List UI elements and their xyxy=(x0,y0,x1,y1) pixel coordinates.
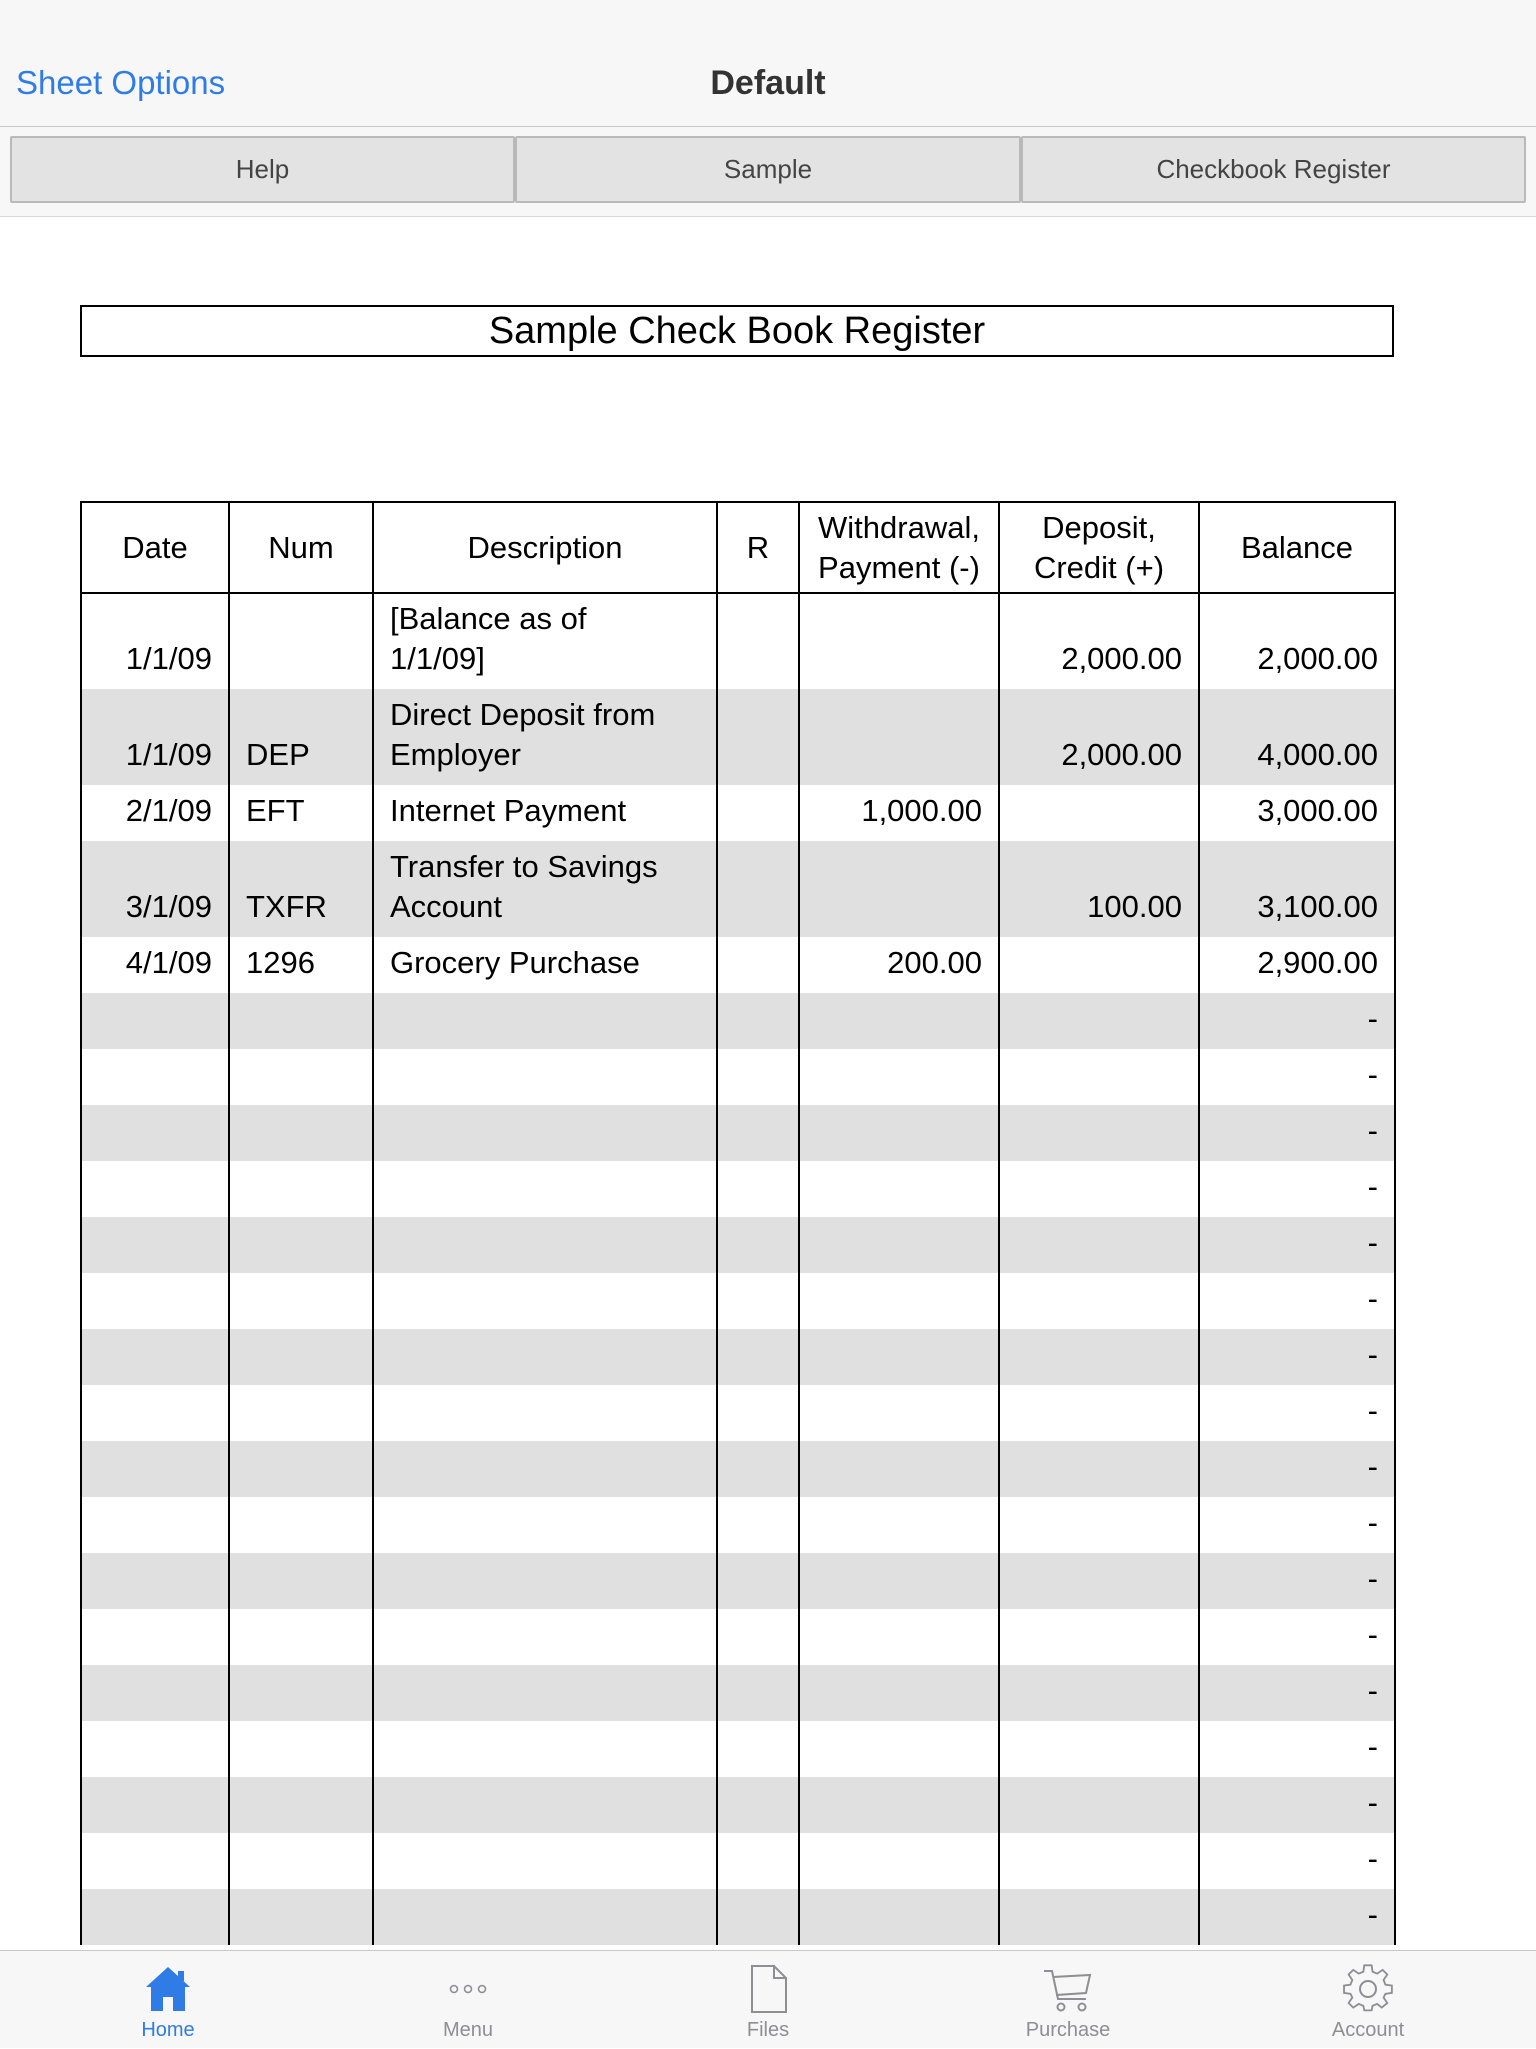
cell-deposit[interactable] xyxy=(999,1553,1199,1609)
cell-description[interactable] xyxy=(373,1217,717,1273)
cell-deposit[interactable]: 100.00 xyxy=(999,841,1199,937)
cell-num[interactable] xyxy=(229,1833,373,1889)
cell-description[interactable] xyxy=(373,1777,717,1833)
cell-balance[interactable]: 3,000.00 xyxy=(1199,785,1395,841)
cell-num[interactable]: TXFR xyxy=(229,841,373,937)
cell-num[interactable] xyxy=(229,1161,373,1217)
column-header-num: Num xyxy=(229,502,373,593)
cell-deposit[interactable] xyxy=(999,785,1199,841)
cell-deposit[interactable] xyxy=(999,993,1199,1049)
table-row[interactable] xyxy=(81,1273,1395,1329)
cell-date[interactable] xyxy=(81,1217,229,1273)
sheet-options-button[interactable]: Sheet Options xyxy=(16,64,226,101)
column-header-r: R xyxy=(717,502,799,593)
cell-balance[interactable]: - xyxy=(1199,1777,1395,1833)
cell-r[interactable] xyxy=(717,993,799,1049)
cell-balance[interactable]: - xyxy=(1199,1497,1395,1553)
cell-num[interactable] xyxy=(229,593,373,689)
cell-date[interactable]: 3/1/09 xyxy=(81,841,229,937)
page-title: Default xyxy=(710,64,826,102)
cell-description[interactable] xyxy=(373,1441,717,1497)
cell-deposit[interactable] xyxy=(999,1161,1199,1217)
cell-r[interactable] xyxy=(717,1161,799,1217)
bottom-tab-bar xyxy=(0,1950,1536,2048)
tabbar-label: Purchase xyxy=(1025,2019,1111,2041)
cell-r[interactable] xyxy=(717,1385,799,1441)
cell-num[interactable]: EFT xyxy=(229,785,373,841)
table-row[interactable] xyxy=(81,1665,1395,1721)
cell-balance[interactable]: - xyxy=(1199,1273,1395,1329)
cell-num[interactable] xyxy=(229,1441,373,1497)
cell-balance[interactable]: 3,100.00 xyxy=(1199,841,1395,937)
cell-r[interactable] xyxy=(717,1441,799,1497)
cell-deposit[interactable]: 2,000.00 xyxy=(999,593,1199,689)
table-row[interactable] xyxy=(81,1441,1395,1497)
tabbar-label: Files xyxy=(746,2019,790,2041)
column-header-deposit: Deposit, Credit (+) xyxy=(999,502,1199,593)
cell-num[interactable] xyxy=(229,1553,373,1609)
tab-help[interactable]: Help xyxy=(10,136,515,203)
cell-deposit[interactable] xyxy=(999,1273,1199,1329)
cell-deposit[interactable] xyxy=(999,1833,1199,1889)
cell-balance[interactable]: - xyxy=(1199,1161,1395,1217)
sheet-tabs xyxy=(0,127,1536,217)
cell-withdrawal[interactable] xyxy=(799,593,999,689)
cell-description[interactable]: Direct Deposit from Employer xyxy=(373,689,717,785)
cell-r[interactable] xyxy=(717,1833,799,1889)
cell-balance[interactable]: - xyxy=(1199,1553,1395,1609)
tab-checkbook-register[interactable]: Checkbook Register xyxy=(1021,136,1526,203)
cell-withdrawal[interactable] xyxy=(799,1105,999,1161)
cell-num[interactable] xyxy=(229,1105,373,1161)
cell-withdrawal[interactable] xyxy=(799,841,999,937)
sheet-title: Sample Check Book Register xyxy=(80,305,1394,357)
cell-r[interactable] xyxy=(717,689,799,785)
cell-r[interactable] xyxy=(717,1609,799,1665)
cell-r[interactable] xyxy=(717,1721,799,1777)
cell-withdrawal[interactable] xyxy=(799,1049,999,1105)
cell-num[interactable] xyxy=(229,1329,373,1385)
cell-r[interactable] xyxy=(717,1777,799,1833)
cell-num[interactable] xyxy=(229,1497,373,1553)
cell-deposit[interactable] xyxy=(999,1105,1199,1161)
cell-withdrawal[interactable] xyxy=(799,1217,999,1273)
cell-date[interactable]: 4/1/09 xyxy=(81,937,229,993)
cell-date[interactable] xyxy=(81,1441,229,1497)
cell-date[interactable]: 1/1/09 xyxy=(81,593,229,689)
cell-num[interactable] xyxy=(229,1609,373,1665)
tabbar-label: Home xyxy=(141,2019,195,2041)
cell-deposit[interactable] xyxy=(999,1329,1199,1385)
cell-date[interactable] xyxy=(81,1833,229,1889)
cell-description[interactable] xyxy=(373,1609,717,1665)
cell-description[interactable]: [Balance as of 1/1/09] xyxy=(373,593,717,689)
cell-description[interactable] xyxy=(373,1721,717,1777)
cell-description[interactable] xyxy=(373,1329,717,1385)
cell-r[interactable] xyxy=(717,1273,799,1329)
cell-date[interactable]: 2/1/09 xyxy=(81,785,229,841)
cell-balance[interactable]: - xyxy=(1199,1889,1395,1945)
cell-deposit[interactable] xyxy=(999,1777,1199,1833)
cell-description[interactable]: Internet Payment xyxy=(373,785,717,841)
cell-balance[interactable]: - xyxy=(1199,1105,1395,1161)
cell-description[interactable] xyxy=(373,1273,717,1329)
cell-balance[interactable]: - xyxy=(1199,1833,1395,1889)
cell-description[interactable] xyxy=(373,1049,717,1105)
cell-withdrawal[interactable] xyxy=(799,1441,999,1497)
cell-description[interactable] xyxy=(373,1665,717,1721)
register-table xyxy=(80,501,1396,1945)
cell-balance[interactable]: - xyxy=(1199,1385,1395,1441)
table-row[interactable] xyxy=(81,593,1395,689)
cell-date[interactable] xyxy=(81,993,229,1049)
cell-withdrawal[interactable] xyxy=(799,1833,999,1889)
tabbar-label: Account xyxy=(1331,2019,1405,2041)
cell-withdrawal[interactable] xyxy=(799,1385,999,1441)
cell-deposit[interactable] xyxy=(999,1385,1199,1441)
cell-deposit[interactable] xyxy=(999,1721,1199,1777)
table-row[interactable] xyxy=(81,1329,1395,1385)
cell-date[interactable] xyxy=(81,1049,229,1105)
gear-icon xyxy=(1342,1963,1394,2015)
cell-deposit[interactable]: 2,000.00 xyxy=(999,689,1199,785)
cell-withdrawal[interactable] xyxy=(799,1329,999,1385)
home-icon xyxy=(142,1963,194,2015)
table-row[interactable] xyxy=(81,841,1395,937)
cell-description[interactable] xyxy=(373,1105,717,1161)
cell-description[interactable] xyxy=(373,1497,717,1553)
tabbar-home[interactable] xyxy=(68,1951,268,2049)
table-row[interactable] xyxy=(81,1217,1395,1273)
table-row[interactable] xyxy=(81,785,1395,841)
cell-deposit[interactable] xyxy=(999,1609,1199,1665)
cell-deposit[interactable] xyxy=(999,1049,1199,1105)
cell-date[interactable] xyxy=(81,1105,229,1161)
cell-date[interactable] xyxy=(81,1273,229,1329)
cell-r[interactable] xyxy=(717,593,799,689)
cell-balance[interactable]: 2,000.00 xyxy=(1199,593,1395,689)
cell-balance[interactable]: - xyxy=(1199,1329,1395,1385)
cell-r[interactable] xyxy=(717,1329,799,1385)
cell-deposit[interactable] xyxy=(999,1889,1199,1945)
table-row[interactable] xyxy=(81,937,1395,993)
tabbar-account[interactable] xyxy=(1268,1951,1468,2049)
table-row[interactable] xyxy=(81,1497,1395,1553)
cell-date[interactable] xyxy=(81,1553,229,1609)
cell-date[interactable] xyxy=(81,1497,229,1553)
cell-withdrawal[interactable] xyxy=(799,1665,999,1721)
cell-withdrawal[interactable] xyxy=(799,1553,999,1609)
cell-date[interactable] xyxy=(81,1721,229,1777)
table-row[interactable] xyxy=(81,1833,1395,1889)
column-header-description: Description xyxy=(373,502,717,593)
cell-balance[interactable]: - xyxy=(1199,1217,1395,1273)
cell-withdrawal[interactable] xyxy=(799,1777,999,1833)
cell-date[interactable] xyxy=(81,1161,229,1217)
tabbar-label: Menu xyxy=(442,2019,494,2041)
cell-num[interactable] xyxy=(229,1273,373,1329)
cell-num[interactable] xyxy=(229,1385,373,1441)
table-row[interactable] xyxy=(81,1049,1395,1105)
column-header-withdrawal: Withdrawal, Payment (-) xyxy=(799,502,999,593)
cell-description[interactable] xyxy=(373,1553,717,1609)
cell-num[interactable] xyxy=(229,993,373,1049)
cell-withdrawal[interactable]: 200.00 xyxy=(799,937,999,993)
cell-balance[interactable]: - xyxy=(1199,1441,1395,1497)
cell-num[interactable] xyxy=(229,1217,373,1273)
cell-r[interactable] xyxy=(717,1553,799,1609)
cell-balance[interactable]: - xyxy=(1199,1665,1395,1721)
cell-date[interactable] xyxy=(81,1609,229,1665)
cell-balance[interactable]: - xyxy=(1199,1049,1395,1105)
cell-withdrawal[interactable] xyxy=(799,1497,999,1553)
header-row xyxy=(81,502,1395,593)
table-row[interactable] xyxy=(81,1385,1395,1441)
cell-description[interactable]: Grocery Purchase xyxy=(373,937,717,993)
cell-num[interactable]: DEP xyxy=(229,689,373,785)
cell-r[interactable] xyxy=(717,785,799,841)
cell-deposit[interactable] xyxy=(999,1497,1199,1553)
table-row[interactable] xyxy=(81,689,1395,785)
tabbar-files[interactable] xyxy=(668,1951,868,2049)
cell-r[interactable] xyxy=(717,1497,799,1553)
cell-description[interactable]: Transfer to Savings Account xyxy=(373,841,717,937)
cell-withdrawal[interactable] xyxy=(799,1609,999,1665)
cell-r[interactable] xyxy=(717,841,799,937)
tabbar-purchase[interactable] xyxy=(968,1951,1168,2049)
cell-withdrawal[interactable]: 1,000.00 xyxy=(799,785,999,841)
table-row[interactable] xyxy=(81,1161,1395,1217)
cell-num[interactable] xyxy=(229,1889,373,1945)
cell-withdrawal[interactable] xyxy=(799,1273,999,1329)
cell-num[interactable]: 1296 xyxy=(229,937,373,993)
cell-date[interactable] xyxy=(81,1329,229,1385)
cell-num[interactable] xyxy=(229,1665,373,1721)
table-row[interactable] xyxy=(81,1777,1395,1833)
cell-date[interactable] xyxy=(81,1665,229,1721)
cell-balance[interactable]: - xyxy=(1199,993,1395,1049)
cell-date[interactable]: 1/1/09 xyxy=(81,689,229,785)
tab-sample[interactable]: Sample xyxy=(515,136,1021,203)
cell-description[interactable] xyxy=(373,1833,717,1889)
cell-balance[interactable]: 2,900.00 xyxy=(1199,937,1395,993)
cell-date[interactable] xyxy=(81,1385,229,1441)
cell-deposit[interactable] xyxy=(999,937,1199,993)
cell-balance[interactable]: - xyxy=(1199,1721,1395,1777)
cell-r[interactable] xyxy=(717,1665,799,1721)
column-header-date: Date xyxy=(81,502,229,593)
cell-deposit[interactable] xyxy=(999,1217,1199,1273)
table-row[interactable] xyxy=(81,993,1395,1049)
cart-icon xyxy=(1042,1963,1094,2015)
cell-date[interactable] xyxy=(81,1889,229,1945)
table-row[interactable] xyxy=(81,1105,1395,1161)
cell-withdrawal[interactable] xyxy=(799,993,999,1049)
cell-withdrawal[interactable] xyxy=(799,1721,999,1777)
cell-date[interactable] xyxy=(81,1777,229,1833)
cell-r[interactable] xyxy=(717,1889,799,1945)
table-row[interactable] xyxy=(81,1553,1395,1609)
cell-withdrawal[interactable] xyxy=(799,689,999,785)
cell-withdrawal[interactable] xyxy=(799,1889,999,1945)
cell-description[interactable] xyxy=(373,993,717,1049)
cell-num[interactable] xyxy=(229,1049,373,1105)
cell-description[interactable] xyxy=(373,1385,717,1441)
table-row[interactable] xyxy=(81,1721,1395,1777)
cell-r[interactable] xyxy=(717,1105,799,1161)
table-row[interactable] xyxy=(81,1889,1395,1945)
file-icon xyxy=(742,1963,794,2015)
cell-withdrawal[interactable] xyxy=(799,1161,999,1217)
cell-num[interactable] xyxy=(229,1721,373,1777)
cell-num[interactable] xyxy=(229,1777,373,1833)
cell-balance[interactable]: 4,000.00 xyxy=(1199,689,1395,785)
cell-description[interactable] xyxy=(373,1889,717,1945)
table-row[interactable] xyxy=(81,1609,1395,1665)
cell-deposit[interactable] xyxy=(999,1441,1199,1497)
column-header-balance: Balance xyxy=(1199,502,1395,593)
cell-r[interactable] xyxy=(717,937,799,993)
more-icon xyxy=(442,1963,494,2015)
cell-r[interactable] xyxy=(717,1049,799,1105)
tabbar-menu[interactable] xyxy=(368,1951,568,2049)
cell-deposit[interactable] xyxy=(999,1665,1199,1721)
navigation-bar xyxy=(0,0,1536,127)
cell-description[interactable] xyxy=(373,1161,717,1217)
cell-balance[interactable]: - xyxy=(1199,1609,1395,1665)
cell-r[interactable] xyxy=(717,1217,799,1273)
